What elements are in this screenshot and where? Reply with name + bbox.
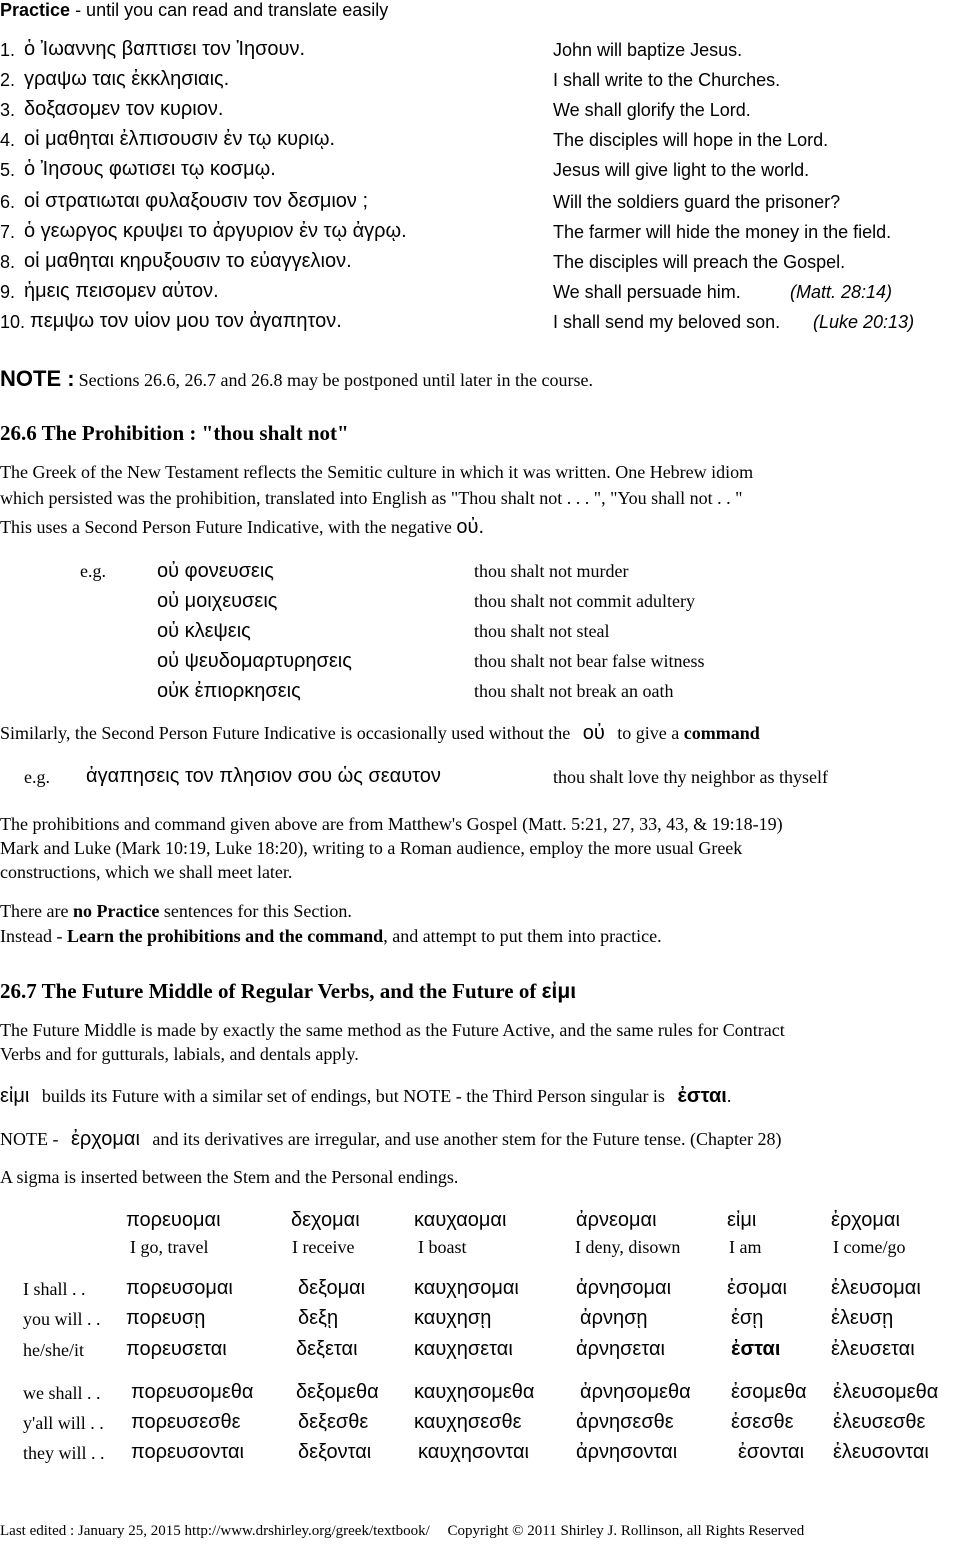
practice-greek: γραψω ταις ἐκκλησιαις.: [24, 68, 230, 90]
person-label: I shall . .: [23, 1279, 86, 1299]
lemma-meaning: I receive: [292, 1237, 355, 1257]
practice-greek: ὁ Ἰησους φωτισει τῳ κοσμῳ.: [24, 158, 276, 180]
section-26-7-heading: [0, 979, 576, 1004]
sec266-para2-line2: Mark and Luke (Mark 10:19, Luke 18:20), writing to a Roman audience, employ the more usual Greek: [0, 838, 743, 858]
practice-english: We shall glorify the Lord.: [553, 100, 751, 120]
future-form: δεξομαι: [298, 1277, 366, 1299]
estai-word: ἐσται: [677, 1085, 727, 1107]
lemma-meaning: I deny, disown: [575, 1237, 681, 1257]
practice-english: The disciples will preach the Gospel.: [553, 252, 846, 272]
practice-greek: οἱ μαθηται κηρυξουσιν το εὐαγγελιον.: [24, 250, 352, 272]
practice-english: John will baptize Jesus.: [553, 40, 743, 60]
command-word: command: [683, 723, 760, 743]
practice-greek: δοξασομεν τον κυριον.: [24, 98, 224, 120]
future-form: ἀρνησομεθα: [580, 1381, 691, 1403]
future-form: πορευσομαι: [126, 1277, 233, 1299]
future-form: δεξεσθε: [298, 1411, 369, 1433]
practice-reference: (Matt. 28:14): [790, 282, 893, 302]
person-label: they will . .: [23, 1443, 105, 1463]
practice-number: 8.: [0, 252, 16, 272]
future-form: καυχησομεθα: [414, 1381, 535, 1403]
future-form: ἐσομαι: [727, 1277, 787, 1299]
future-form: δεξονται: [298, 1441, 372, 1463]
future-form: πορευσομεθα: [131, 1381, 254, 1403]
similarly-line: [0, 722, 760, 745]
lemma: εἰμι: [727, 1209, 757, 1231]
example-english: thou shalt not commit adultery: [474, 591, 695, 611]
practice-subtitle: - until you can read and translate easily: [70, 0, 389, 20]
lemma: ἐρχομαι: [831, 1209, 900, 1231]
footer-copyright: Copyright © 2011 Shirley J. Rollinson, all Rights Reserved: [447, 1523, 805, 1539]
practice-number: 9.: [0, 282, 16, 302]
future-form: ἀρνησονται: [576, 1441, 678, 1463]
future-form: δεξομεθα: [296, 1381, 379, 1403]
future-form: ἐλευσῃ: [831, 1307, 894, 1329]
para3-bold: no Practice: [72, 901, 160, 921]
example-greek: οὐ ψευδομαρτυρησεις: [157, 650, 352, 672]
practice-english: The farmer will hide the money in the field.: [553, 222, 892, 242]
practice-header: [0, 0, 388, 21]
practice-number: 10.: [0, 312, 26, 332]
practice-english: The disciples will hope in the Lord.: [553, 130, 829, 150]
future-form: ἐλευσομεθα: [833, 1381, 939, 1403]
lemma-meaning: I am: [729, 1237, 762, 1257]
practice-greek: πεμψω τον υἱον μου τον ἀγαπητον.: [30, 310, 342, 332]
future-form: ἐλευσεσθε: [833, 1411, 926, 1433]
footer-url: http://www.drshirley.org/greek/textbook/: [184, 1523, 430, 1539]
practice-greek: ὁ Ἰωαννης βαπτισει τον Ἰησουν.: [24, 38, 306, 60]
practice-title: Practice: [0, 0, 71, 20]
note2-label: NOTE -: [0, 1129, 59, 1149]
practice-number: 5.: [0, 160, 16, 180]
sec267-para1-line2: Verbs and for gutturals, labials, and dentals apply.: [0, 1044, 359, 1064]
future-form: ἐλευσεται: [831, 1338, 915, 1360]
para3-pre: There are: [0, 901, 69, 921]
future-form: ἐλευσονται: [833, 1441, 929, 1463]
future-form: πορευσῃ: [126, 1307, 206, 1329]
future-form: πορευσονται: [131, 1441, 244, 1463]
future-form: ἀρνησεται: [576, 1338, 665, 1360]
future-form: ἐσομεθα: [731, 1381, 807, 1403]
note-line: [0, 366, 593, 392]
similarly-ou: οὐ: [582, 722, 605, 744]
section-26-6-heading: 26.6 The Prohibition : "thou shalt not": [0, 421, 349, 445]
sec266-para1-line2: which persisted was the prohibition, translated into English as "Thou shalt not . . . ", "You shall not . . ": [0, 488, 743, 508]
future-form: καυχησεται: [414, 1338, 513, 1360]
eimi-text: builds its Future with a similar set of endings, but NOTE - the Third Person singular is: [41, 1086, 665, 1106]
example-english: thou shalt not murder: [474, 561, 629, 581]
lemma: ἀρνεομαι: [576, 1209, 657, 1231]
example-greek: οὐ φονευσεις: [157, 560, 274, 582]
example-english: thou shalt not steal: [474, 621, 610, 641]
future-form: ἀρνησεσθε: [576, 1411, 674, 1433]
para4-post: , and attempt to put them into practice.: [383, 926, 662, 946]
footer: [0, 1523, 804, 1540]
future-form: ἀρνησῃ: [580, 1307, 648, 1329]
para4-pre: Instead -: [0, 926, 63, 946]
future-form: ἐλευσομαι: [831, 1277, 921, 1299]
sec266-para3: [0, 901, 352, 922]
practice-number: 3.: [0, 100, 16, 120]
practice-english: I shall write to the Churches.: [553, 70, 781, 90]
practice-greek: ὁ γεωργος κρυψει το ἀργυριον ἐν τῳ ἀγρῳ.: [24, 220, 407, 242]
future-form: ἐσονται: [738, 1441, 805, 1463]
lemma: καυχαομαι: [414, 1209, 507, 1231]
erchomai-word: ἐρχομαι: [70, 1128, 140, 1150]
para3-post: sentences for this Section.: [163, 901, 352, 921]
future-form: καυχησομαι: [414, 1277, 519, 1299]
future-form: ἀρνησομαι: [576, 1277, 672, 1299]
similarly-mid: to give a: [617, 723, 680, 743]
future-form: ἐσται: [731, 1338, 781, 1360]
note-label: NOTE :: [0, 366, 75, 391]
sec267-eimi-line: [0, 1085, 731, 1108]
future-form: καυχησονται: [418, 1441, 529, 1463]
sec267-para1-line1: The Future Middle is made by exactly the same method as the Future Active, and the same rules for Contract: [0, 1020, 785, 1040]
lemma: δεχομαι: [291, 1209, 360, 1231]
future-form: ἐσεσθε: [731, 1411, 794, 1433]
future-form: καυχησεσθε: [414, 1411, 522, 1433]
practice-english: Will the soldiers guard the prisoner?: [553, 192, 841, 212]
example-greek: οὐ κλεψεις: [157, 620, 251, 642]
practice-greek: οἱ μαθηται ἐλπισουσιν ἐν τῳ κυριῳ.: [24, 128, 336, 150]
future-form: καυχησῃ: [414, 1307, 492, 1329]
example-english: thou shalt not bear false witness: [474, 651, 705, 671]
sigma-line: A sigma is inserted between the Stem and the Personal endings.: [0, 1167, 459, 1187]
sec266-para2-line3: constructions, which we shall meet later.: [0, 862, 293, 882]
future-form: πορευσεται: [126, 1338, 227, 1360]
note-text: Sections 26.6, 26.7 and 26.8 may be postponed until later in the course.: [78, 370, 593, 390]
practice-number: 7.: [0, 222, 16, 242]
future-form: δεξεται: [296, 1338, 358, 1360]
practice-number: 1.: [0, 40, 16, 60]
example-english: thou shalt not break an oath: [474, 681, 674, 701]
negative-ou: οὐ.: [456, 516, 485, 538]
sec267-heading-text: 26.7 The Future Middle of Regular Verbs, and the Future of: [0, 979, 537, 1003]
lemma-meaning: I go, travel: [130, 1237, 209, 1257]
sec267-note-line: [0, 1128, 781, 1151]
eg-label: e.g.: [80, 561, 106, 581]
sec266-para1-line3-text: This uses a Second Person Future Indicative, with the negative: [0, 517, 452, 537]
sec267-heading-greek: εἰμι: [541, 980, 577, 1003]
note2-text: and its derivatives are irregular, and use another stem for the Future tense. (Chapter 28): [152, 1129, 782, 1149]
practice-english: I shall send my beloved son.: [553, 312, 781, 332]
eg2-label: e.g.: [24, 767, 50, 787]
eimi-word: εἰμι: [0, 1085, 30, 1107]
practice-english: We shall persuade him.: [553, 282, 741, 302]
person-label: he/she/it: [23, 1340, 84, 1360]
example-greek: οὐκ ἐπιορκησεις: [157, 680, 301, 702]
practice-number: 6.: [0, 192, 16, 212]
person-label: you will . .: [23, 1309, 101, 1329]
sec266-para1-line3: [0, 516, 484, 539]
period: .: [726, 1086, 732, 1106]
practice-greek: ἡμεις πεισομεν αὐτον.: [24, 280, 219, 302]
sec266-para2-line1: The prohibitions and command given above are from Matthew's Gospel (Matt. 5:21, 27, 33, 43, & 19:18-19): [0, 814, 783, 834]
sec266-para1-line1: The Greek of the New Testament reflects the Semitic culture in which it was written. One Hebrew idiom: [0, 462, 754, 482]
example-greek: οὐ μοιχευσεις: [157, 590, 278, 612]
command-english: thou shalt love thy neighbor as thyself: [553, 767, 828, 787]
footer-edited: Last edited : January 25, 2015: [0, 1523, 181, 1539]
person-label: we shall . .: [23, 1383, 101, 1403]
practice-greek: οἱ στρατιωται φυλαξουσιν τον δεσμιον ;: [24, 190, 369, 212]
future-form: δεξῃ: [298, 1307, 339, 1329]
person-label: y'all will . .: [23, 1413, 104, 1433]
practice-english: Jesus will give light to the world.: [553, 160, 810, 180]
command-greek: ἀγαπησεις τον πλησιον σου ὡς σεαυτον: [86, 765, 441, 787]
lemma: πορευομαι: [126, 1209, 221, 1231]
future-form: πορευσεσθε: [131, 1411, 241, 1433]
practice-number: 2.: [0, 70, 16, 90]
para4-bold: Learn the prohibitions and the command: [66, 926, 384, 946]
similarly-text: Similarly, the Second Person Future Indicative is occasionally used without the: [0, 723, 571, 743]
practice-reference: (Luke 20:13): [813, 312, 915, 332]
lemma-meaning: I boast: [418, 1237, 467, 1257]
future-form: ἐσῃ: [731, 1307, 764, 1329]
practice-number: 4.: [0, 130, 16, 150]
lemma-meaning: I come/go: [833, 1237, 906, 1257]
sec266-para4: [0, 926, 662, 947]
